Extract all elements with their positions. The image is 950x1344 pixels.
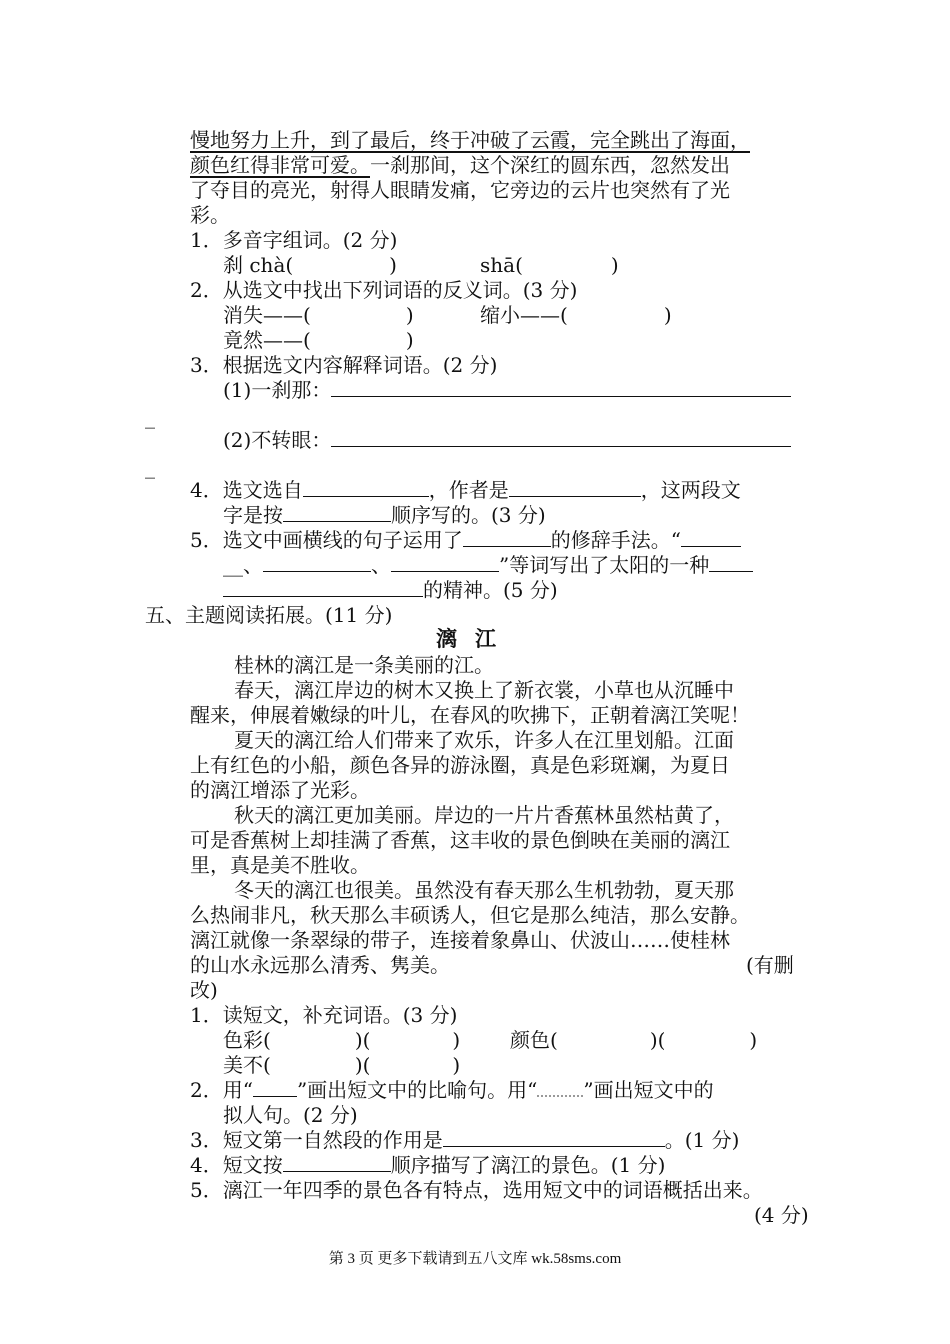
- q1-answer-cha: 刹 chà( ): [223, 253, 397, 277]
- essay-note-cont: 改): [190, 978, 218, 1002]
- essay-p4-line-3: 里，真是美不胜收。: [190, 853, 370, 877]
- answer-blank[interactable]: [709, 553, 753, 572]
- answer-blank[interactable]: [509, 478, 641, 497]
- essay-p3-line-1: 夏天的漓江给人们带来了欢乐，许多人在江里划船。江面: [234, 728, 734, 752]
- essay-p1: 桂林的漓江是一条美丽的江。: [234, 653, 494, 677]
- answer-blank[interactable]: [391, 553, 499, 572]
- answer-blank[interactable]: [263, 553, 371, 572]
- question-3: 3．根据选文内容解释词语。(2 分): [190, 353, 498, 377]
- answer-blank[interactable]: [463, 528, 551, 547]
- essay-p4-line-2: 可是香蕉树上却挂满了香蕉，这丰收的景色倒映在美丽的漓江: [190, 828, 730, 852]
- question-2: 2．从选文中找出下列词语的反义词。(3 分): [190, 278, 578, 302]
- reading-question-5-score: (4 分): [754, 1203, 809, 1227]
- reading-question-5: 5．漓江一年四季的景色各有特点，选用短文中的词语概括出来。: [190, 1178, 763, 1202]
- page-footer: 第 3 页 更多下载请到五八文库 wk.58sms.com: [328, 1251, 622, 1267]
- answer-blank[interactable]: [283, 1153, 391, 1172]
- q1-answer-sha: shā( ): [480, 253, 619, 277]
- q3-dash-1: _: [145, 405, 155, 429]
- essay-p5-line-4: 的山水永远那么清秀、隽美。: [190, 953, 450, 977]
- q2-answer-suoxiao: 缩小——( ): [480, 303, 672, 327]
- answer-blank[interactable]: [443, 1128, 665, 1147]
- answer-blank[interactable]: [303, 478, 429, 497]
- passage-line-3: 了夺目的亮光，射得人眼睛发痛，它旁边的云片也突然有了光: [190, 178, 730, 202]
- essay-p4-line-1: 秋天的漓江更加美丽。岸边的一片片香蕉林虽然枯黄了，: [234, 803, 734, 827]
- passage-line-4: 彩。: [190, 203, 230, 227]
- q2-answer-xiaoshi: 消失——( ): [223, 303, 414, 327]
- question-5-line-1: 5．选文中画横线的句子运用了 的修辞手法。“: [190, 528, 741, 553]
- essay-p5-line-3: 漓江就像一条翠绿的带子，连接着象鼻山、伏波山……使桂林: [190, 928, 730, 952]
- q3-item-2: (2)不转眼：: [223, 428, 791, 453]
- q2-answer-jingran: 竟然——( ): [223, 328, 414, 352]
- essay-p2-line-1: 春天，漓江岸边的树木又换上了新衣裳，小草也从沉睡中: [234, 678, 734, 702]
- q3-item-1: (1)一刹那：: [223, 378, 791, 403]
- answer-blank[interactable]: [681, 528, 741, 547]
- reading-question-3: 3．短文第一自然段的作用是 。(1 分): [190, 1128, 740, 1152]
- question-1: 1．多音字组词。(2 分): [190, 228, 398, 252]
- passage-line-1: 慢地努力上升，到了最后，终于冲破了云霞，完全跳出了海面，: [190, 128, 750, 152]
- answer-blank[interactable]: [283, 503, 391, 522]
- reading-question-2-line-2: 拟人句。(2 分): [223, 1103, 358, 1127]
- passage-line-2: 颜色红得非常可爱。一刹那间，这个深红的圆东西，忽然发出: [190, 153, 730, 177]
- reading-question-1: 1．读短文，补充词语。(3 分): [190, 1003, 458, 1027]
- essay-p2-line-2: 醒来，伸展着嫩绿的叶儿，在春风的吹拂下，正朝着漓江笑呢！: [190, 703, 750, 727]
- essay-p3-line-2: 上有红色的小船，颜色各异的游泳圈，真是色彩斑斓，为夏日: [190, 753, 730, 777]
- r1-meibu: 美不( )( ): [223, 1053, 461, 1077]
- r1-yanse: 颜色( )( ): [510, 1028, 758, 1052]
- answer-blank[interactable]: [331, 428, 791, 447]
- essay-p5-line-2: 么热闹非凡，秋天那么丰硕诱人，但它是那么纯洁，那么安静。: [190, 903, 750, 927]
- q3-dash-2: _: [145, 455, 155, 479]
- reading-question-4: 4．短文按 顺序描写了漓江的景色。(1 分): [190, 1153, 666, 1177]
- question-5-line-2: __、 、 ”等词写出了太阳的一种: [223, 553, 753, 578]
- section-5-heading: 五、主题阅读拓展。(11 分): [145, 603, 393, 627]
- question-4-line-2: 字是按 顺序写的。(3 分): [223, 503, 546, 527]
- essay-note: (有删: [746, 953, 794, 977]
- reading-question-2-line-1: 2．用“ ”画出短文中的比喻句。用“ ”画出短文中的: [190, 1078, 714, 1102]
- answer-blank[interactable]: [331, 378, 791, 397]
- r1-secai: 色彩( )( ): [223, 1028, 461, 1052]
- question-4-line-1: 4．选文选自 ，作者是 ，这两段文: [190, 478, 741, 502]
- wavy-line-sample: [537, 1081, 583, 1097]
- essay-title: 漓江: [436, 626, 514, 651]
- question-5-line-3: 的精神。(5 分): [223, 578, 558, 603]
- underlined-sentence: 颜色红得非常可爱。: [190, 153, 370, 177]
- straight-line-sample: [253, 1078, 297, 1097]
- essay-p5-line-1: 冬天的漓江也很美。虽然没有春天那么生机勃勃，夏天那: [234, 878, 734, 902]
- essay-p3-line-3: 的漓江增添了光彩。: [190, 778, 370, 802]
- answer-blank[interactable]: [223, 578, 423, 597]
